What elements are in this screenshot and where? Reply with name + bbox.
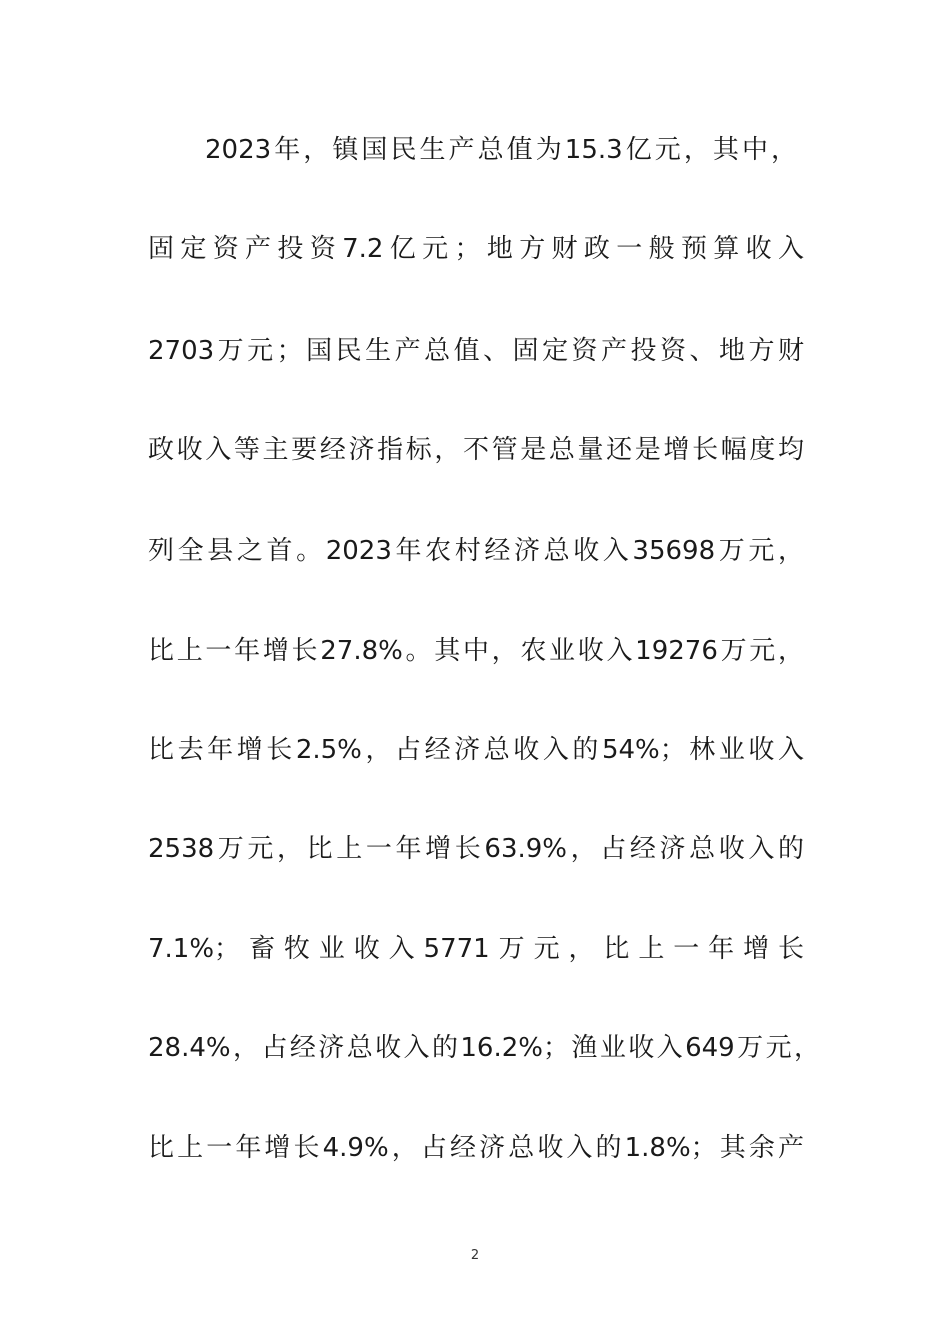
paragraph-line: 列全县之首。2023年农村经济总收入35698万元， xyxy=(148,536,804,566)
page-number: 2 xyxy=(470,1248,480,1263)
paragraph-line: 2538万元，比上一年增长63.9%，占经济总收入的 xyxy=(148,834,804,864)
paragraph-line: 比上一年增长4.9%，占经济总收入的1.8%；其余产 xyxy=(148,1133,804,1163)
paragraph-line: 固定资产投资7.2亿元；地方财政一般预算收入 xyxy=(148,234,804,264)
paragraph-line: 7.1%；畜牧业收入5771万元，比上一年增长 xyxy=(148,934,804,964)
paragraph-line: 2703万元；国民生产总值、固定资产投资、地方财 xyxy=(148,336,804,366)
paragraph-line: 28.4%，占经济总收入的16.2%；渔业收入649万元， xyxy=(148,1033,820,1063)
paragraph-line: 2023年，镇国民生产总值为15.3亿元，其中， xyxy=(205,135,797,165)
paragraph-line: 比去年增长2.5%，占经济总收入的54%；林业收入 xyxy=(148,735,804,765)
paragraph-line: 比上一年增长27.8%。其中，农业收入19276万元， xyxy=(148,636,804,666)
paragraph-line: 政收入等主要经济指标，不管是总量还是增长幅度均 xyxy=(148,435,804,465)
